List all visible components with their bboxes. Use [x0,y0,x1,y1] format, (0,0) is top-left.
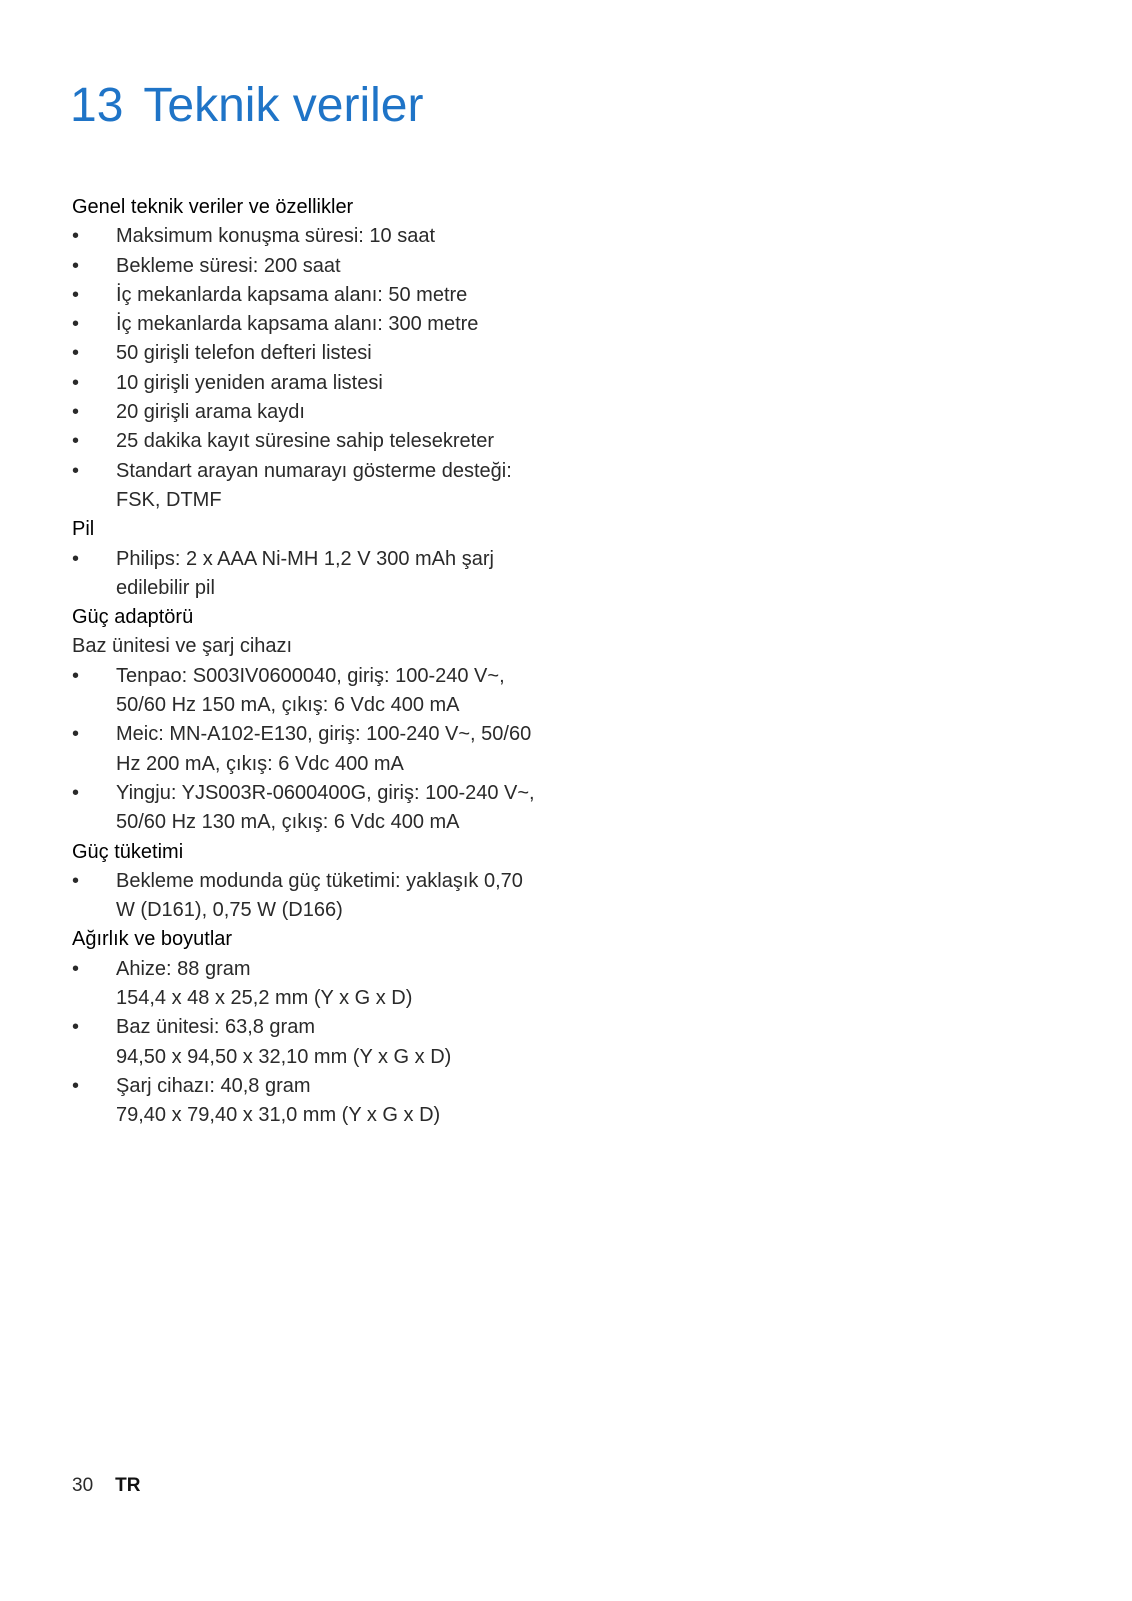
list-item: • İç mekanlarda kapsama alanı: 50 metre [72,281,542,310]
list-item: • Bekleme modunda güç tüketimi: yaklaşık 0,70 W (D161), 0,75 W (D166) [72,867,542,926]
bullet: • [72,313,80,336]
section-heading-general: Genel teknik veriler ve özellikler [72,196,354,218]
bullet: • [72,371,80,394]
section-heading-dimensions: Ağırlık ve boyutlar [72,928,233,951]
list-item: • İç mekanlarda kapsama alanı: 300 metre [72,310,542,339]
bullet: • [72,957,80,980]
list-item: • Baz ünitesi: 63,8 gram 94,50 x 94,50 x 32,10 mm (Y x G x D) [72,1013,542,1072]
bullet: • [72,254,80,277]
list-item: • 50 girişli telefon defteri listesi [72,339,542,368]
list-item: • Standart arayan numarayı gösterme desteği: FSK, DTMF [72,457,542,516]
bullet: • [72,547,80,570]
dimensions-spec-list [72,955,542,1131]
adapter-spec-list [72,662,542,838]
page-number: 30 [72,1475,94,1496]
section-heading-battery: Pil [72,518,95,541]
bullet: • [72,1016,80,1039]
section-heading-power: Güç tüketimi [72,840,184,863]
bullet: • [72,459,80,482]
bullet: • [72,723,80,746]
section-subheading-adapter: Baz ünitesi ve şarj cihazı [72,635,293,658]
bullet: • [72,225,80,248]
bullet: • [72,664,80,687]
list-item: • Tenpao: S003IV0600040, giriş: 100-240 V~, 50/60 Hz 150 mA, çıkış: 6 Vdc 400 mA [72,662,542,721]
power-spec-list [72,867,542,926]
bullet: • [72,401,80,424]
language-code: TR [115,1475,141,1496]
bullet: • [72,283,80,306]
section-heading-adapter: Güç adaptörü [72,606,194,629]
chapter-number: 13 [70,79,124,132]
chapter-title-text: Teknik veriler [143,79,424,132]
bullet: • [72,1074,80,1097]
list-item: • Maksimum konuşma süresi: 10 saat [72,222,542,251]
bullet: • [72,781,80,804]
list-item: • 25 dakika kayıt süresine sahip telesekreter [72,427,542,456]
list-item: • 10 girişli yeniden arama listesi [72,369,542,398]
page-footer [72,1473,140,1499]
list-item: • Ahize: 88 gram 154,4 x 48 x 25,2 mm (Y x G x D) [72,955,542,1014]
spec-content [72,193,542,1131]
bullet: • [72,430,80,453]
list-item: • Şarj cihazı: 40,8 gram 79,40 x 79,40 x 31,0 mm (Y x G x D) [72,1072,542,1131]
list-item: • 20 girişli arama kaydı [72,398,542,427]
list-item: • Yingju: YJS003R-0600400G, giriş: 100-240 V~, 50/60 Hz 130 mA, çıkış: 6 Vdc 400 mA [72,779,542,838]
battery-spec-list [72,545,542,604]
bullet: • [72,342,80,365]
list-item: • Bekleme süresi: 200 saat [72,252,542,281]
chapter-title [70,76,423,136]
list-item: • Philips: 2 x AAA Ni-MH 1,2 V 300 mAh şarj edilebilir pil [72,545,542,604]
general-spec-list [72,222,542,515]
list-item: • Meic: MN-A102-E130, giriş: 100-240 V~, 50/60 Hz 200 mA, çıkış: 6 Vdc 400 mA [72,720,542,779]
bullet: • [72,869,80,892]
